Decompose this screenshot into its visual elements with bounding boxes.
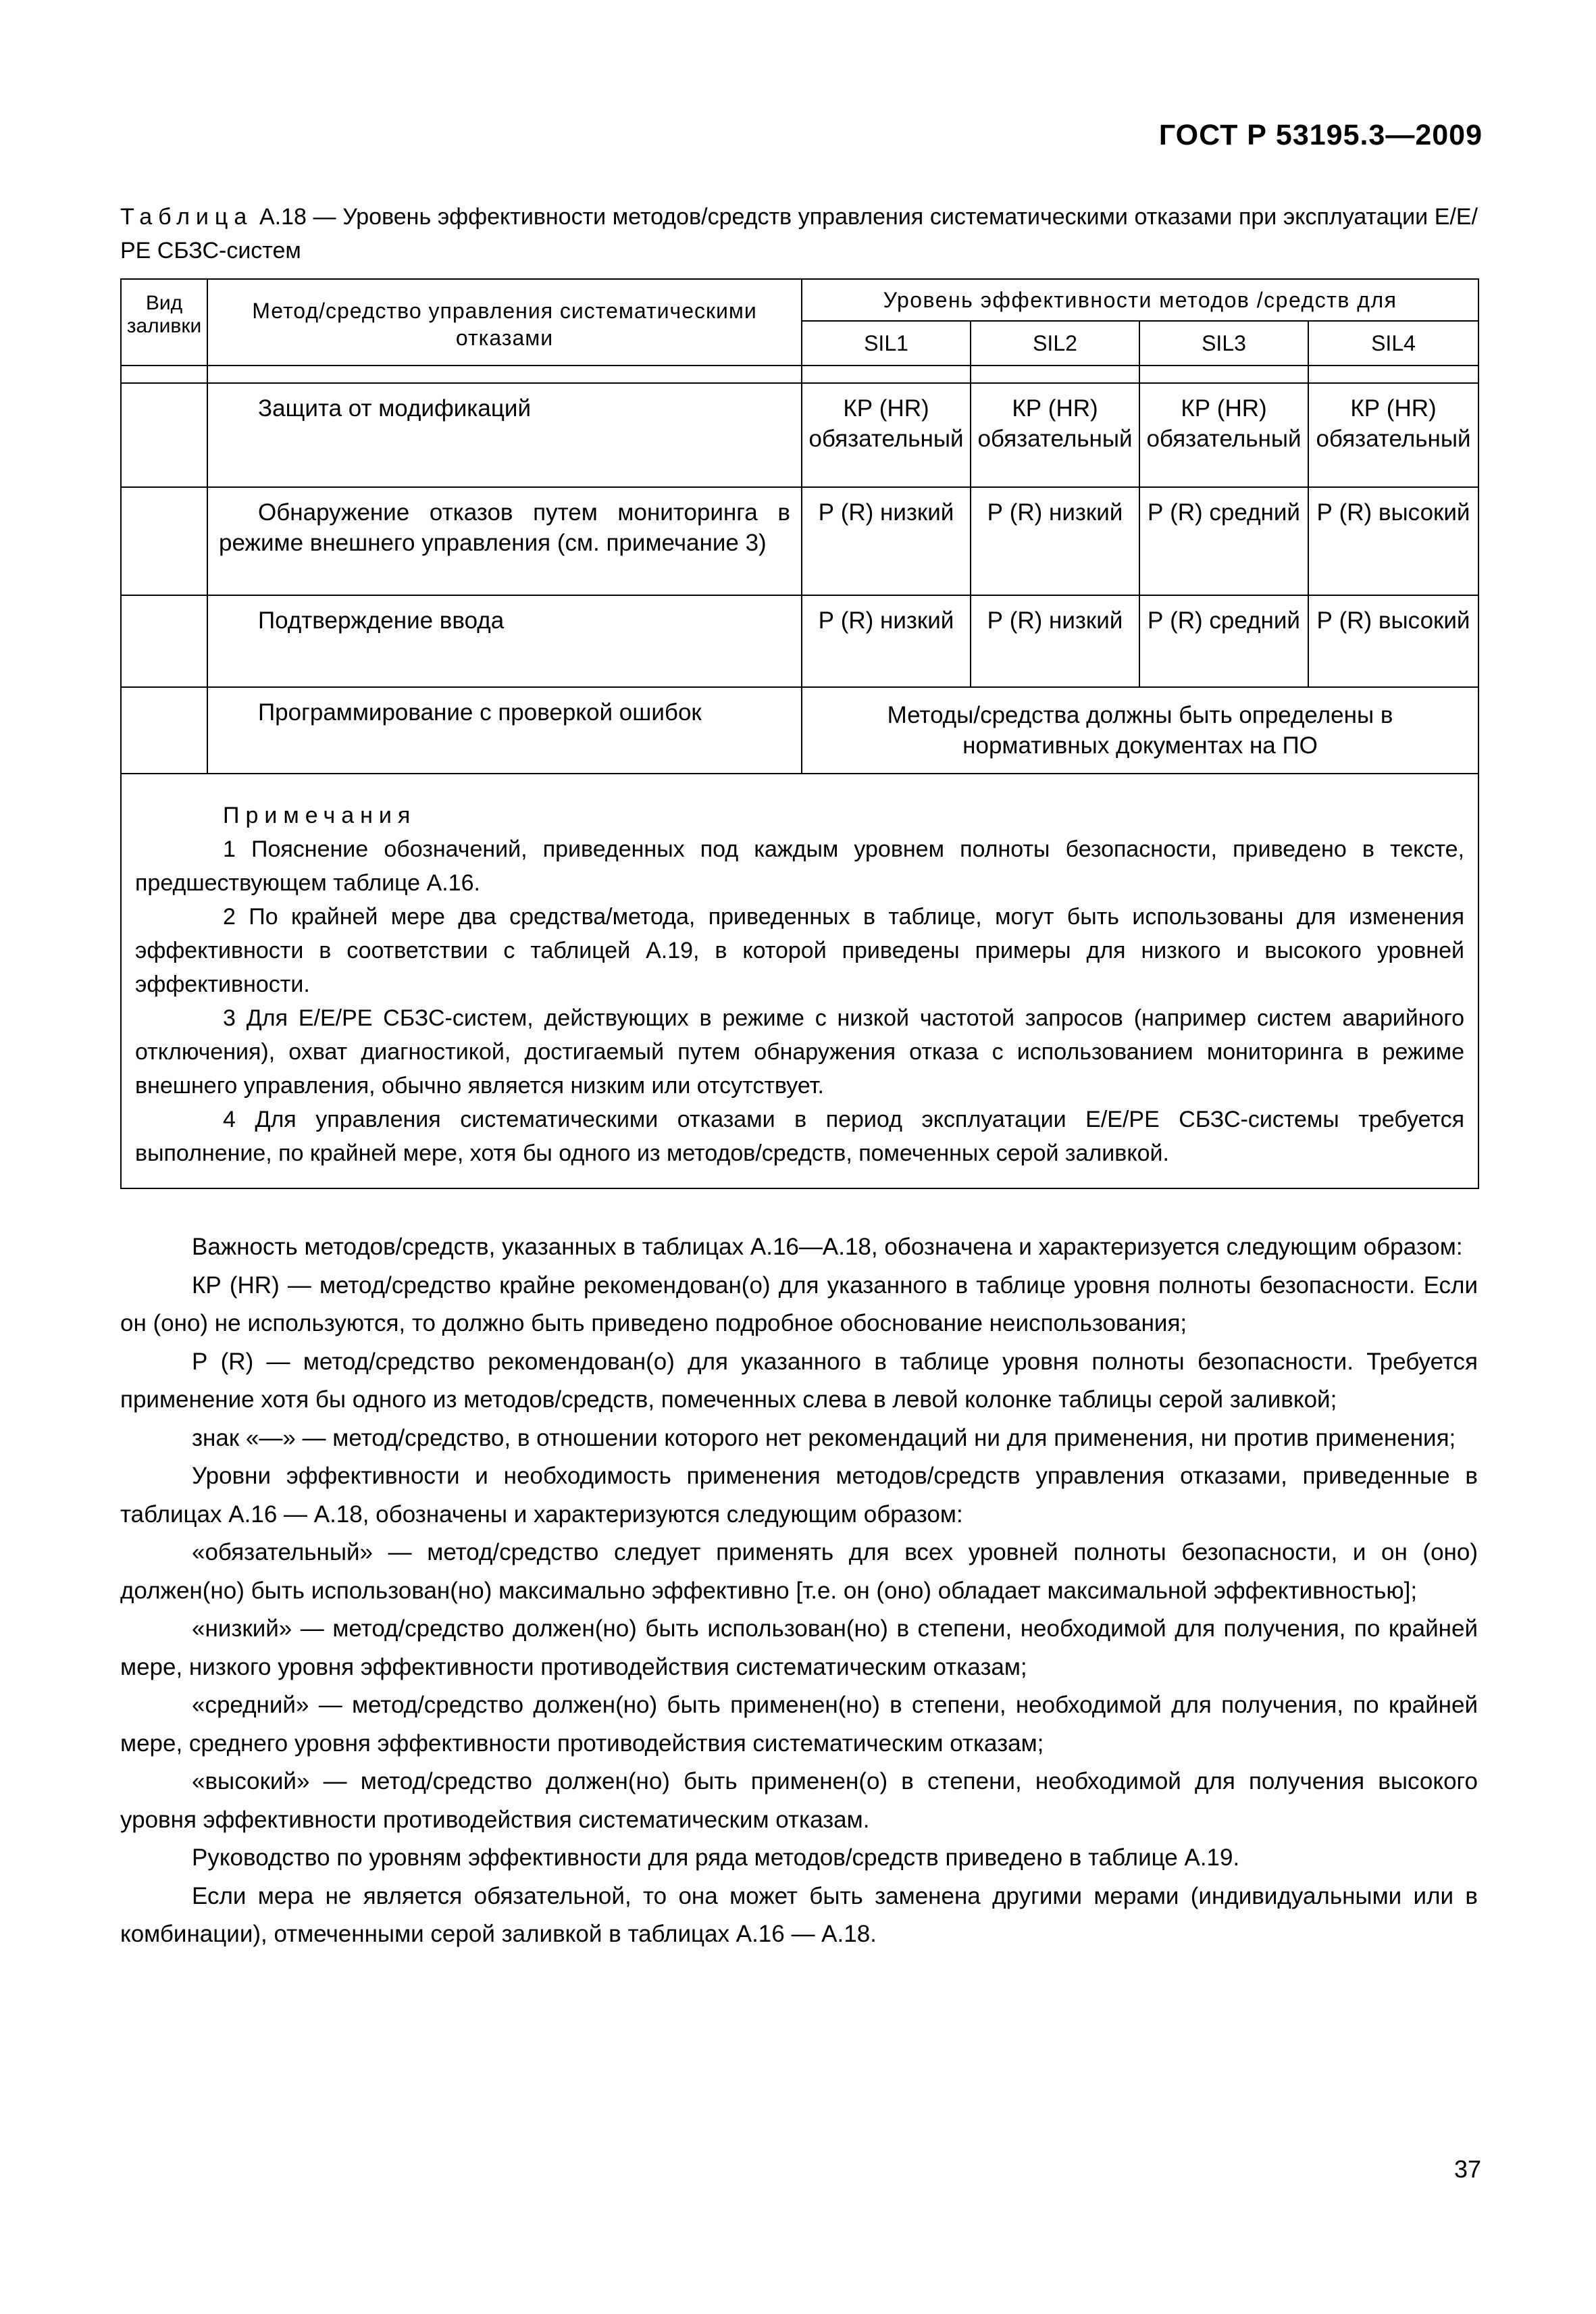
- table-header-row: [121, 279, 1478, 321]
- note-item: 1 Пояснение обозначений, приведенных под каждым уровнем полноты безопасности, приведено в тексте, предшествующем таблице А.16.: [135, 836, 1464, 896]
- body-paragraph: «обязательный» — метод/средство следует применять для всех уровней полноты безопасности, и он (оно) должен(но) быть использован(но) максимально эффективно [т.е. он (оно) обладает максимальной эффективностью];: [120, 1539, 1478, 1604]
- page-number: 37: [1453, 2155, 1481, 2183]
- body-paragraph: Если мера не является обязательной, то она может быть заменена другими мерами (индивидуальными или в комбинации), отмеченными серой заливкой в таблицах А.16 — А.18.: [120, 1882, 1478, 1947]
- method-cell: Обнаружение отказов путем мониторинга в режиме внешнего управления (см. примечание 3): [207, 487, 802, 595]
- note-item: 4 Для управления систематическими отказами в период эксплуатации Е/Е/РЕ СБЗС-системы требуется выполнение, по крайней мере, хотя бы одного из методов/средств, помеченных серой заливкой.: [135, 1107, 1464, 1166]
- standard-number: ГОСТ Р 53195.3—2009: [1158, 119, 1483, 151]
- value-cell: Р (R) низкий: [971, 487, 1139, 595]
- header-sil4: SIL4: [1308, 321, 1478, 366]
- note-item: 3 Для Е/Е/РЕ СБЗС-систем, действующих в режиме с низкой частотой запросов (например систем аварийного отключения), охват диагностикой, достигаемый путем обнаружения отказа с использованием мониторинга в режиме внешнего управления, обычно является низким или отсутствует.: [135, 1005, 1464, 1099]
- body-paragraph: «низкий» — метод/средство должен(но) быть использован(но) в степени, необходимой для получения, по крайней мере, низкого уровня эффективности противодействия систематическим отказам;: [120, 1615, 1478, 1680]
- value-cell: Р (R) средний: [1139, 595, 1308, 687]
- method-cell: Защита от модификаций: [207, 383, 802, 487]
- fill-cell: [121, 687, 207, 774]
- table-caption: [120, 200, 1478, 268]
- body-paragraph: Руководство по уровням эффективности для ряда методов/средств приведено в таблице А.19.: [192, 1844, 1240, 1871]
- body-paragraph: Важность методов/средств, указанных в таблицах А.16—А.18, обозначена и характеризуется следующим образом:: [192, 1234, 1463, 1260]
- body-paragraph: КР (HR) — метод/средство крайне рекомендован(о) для указанного в таблице уровня полноты безопасности. Если он (оно) не используются, то должно быть приведено подробное обоснование неиспользования;: [120, 1272, 1478, 1336]
- value-cell: КР (HR) обязательный: [971, 383, 1139, 487]
- header-sil1: SIL1: [802, 321, 971, 366]
- notes-title: Примечания: [223, 803, 417, 828]
- fill-cell: [121, 383, 207, 487]
- header-sil2: SIL2: [971, 321, 1139, 366]
- method-cell: Программирование с проверкой ошибок: [207, 687, 802, 774]
- value-cell: Р (R) высокий: [1308, 487, 1478, 595]
- header-separator: [121, 366, 1478, 383]
- fill-cell: [121, 595, 207, 687]
- value-span-cell: Методы/средства должны быть определены в нормативных документах на ПО: [802, 687, 1478, 774]
- table-row: [121, 595, 1478, 687]
- fill-cell: [121, 487, 207, 595]
- table-row: [121, 383, 1478, 487]
- notes-row: [121, 774, 1478, 1188]
- body-paragraph: Р (R) — метод/средство рекомендован(о) для указанного в таблице уровня полноты безопасности. Требуется применение хотя бы одного из методов/средств, помеченных слева в левой колонке таблицы серой заливкой;: [120, 1348, 1478, 1413]
- body-paragraph: Уровни эффективности и необходимость применения методов/средств управления отказами, приведенные в таблицах А.16 — А.18, обозначены и характеризуются следующим образом:: [120, 1463, 1478, 1528]
- value-cell: Р (R) низкий: [802, 595, 971, 687]
- value-cell: КР (HR) обязательный: [802, 383, 971, 487]
- table-row: [121, 687, 1478, 774]
- value-cell: Р (R) средний: [1139, 487, 1308, 595]
- header-sil3: SIL3: [1139, 321, 1308, 366]
- table-notes: [121, 774, 1478, 1188]
- table-caption-label: Таблица: [120, 204, 253, 230]
- header-fill-type: Вид заливки: [121, 279, 207, 366]
- body-text: [120, 1228, 1478, 1954]
- value-cell: Р (R) низкий: [802, 487, 971, 595]
- method-cell: Подтверждение ввода: [207, 595, 802, 687]
- body-paragraph: «высокий» — метод/средство должен(но) быть применен(о) в степени, необходимой для получения высокого уровня эффективности противодействия систематическим отказам.: [120, 1768, 1478, 1833]
- note-item: 2 По крайней мере два средства/метода, приведенных в таблице, могут быть использованы для изменения эффективности в соответствии с таблицей А.19, в которой приведены примеры для низкого и высокого уровней эффективности.: [135, 904, 1464, 997]
- value-cell: КР (HR) обязательный: [1139, 383, 1308, 487]
- value-cell: Р (R) высокий: [1308, 595, 1478, 687]
- body-paragraph: знак «—» — метод/средство, в отношении которого нет рекомендаций ни для применения, ни против применения;: [192, 1424, 1456, 1451]
- effectiveness-table: [120, 278, 1479, 1189]
- table-caption-text: А.18 — Уровень эффективности методов/средств управления систематическими отказами при эксплуатации Е/Е/РЕ СБЗС-систем: [120, 204, 1478, 263]
- body-paragraph: «средний» — метод/средство должен(но) быть применен(но) в степени, необходимой для получения, по крайней мере, среднего уровня эффективности противодействия систематическим отказам;: [120, 1692, 1478, 1757]
- header-method: Метод/средство управления систематическими отказами: [207, 279, 802, 366]
- table-row: [121, 487, 1478, 595]
- value-cell: Р (R) низкий: [971, 595, 1139, 687]
- header-efficiency-level: Уровень эффективности методов /средств для: [802, 279, 1478, 321]
- value-cell: КР (HR) обязательный: [1308, 383, 1478, 487]
